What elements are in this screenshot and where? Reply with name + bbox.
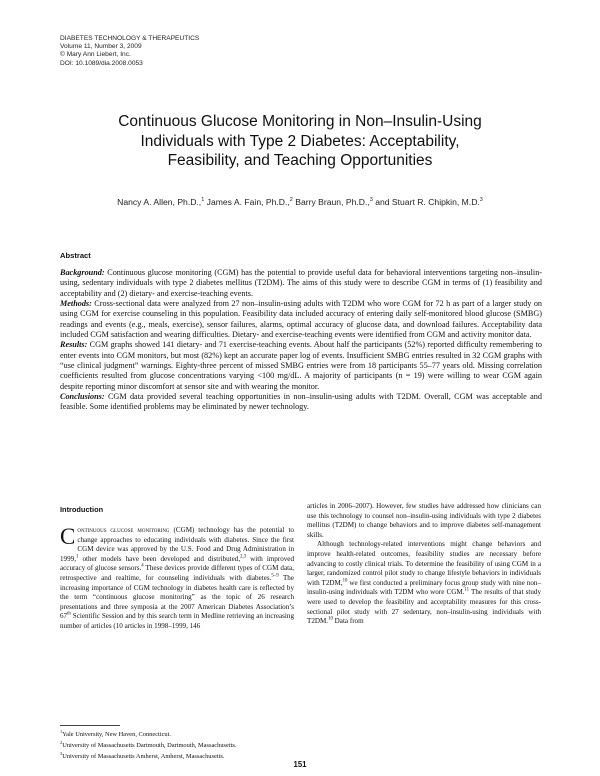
author-affiliation: 3 [369,197,373,204]
author-name: Barry Braun, Ph.D., [295,197,370,207]
citation: 4 [141,564,144,570]
abstract-text: Cross-sectional data were analyzed from 27 non–insulin-using adults with T2DM who wore CGM for 72 h as part of a larger study on using CGM for exercise counseling in this population. Feasibility data included accuracy of entering daily self-monitored blood glucose (SMBG) readings and events (e.g., meals, exercise), sensor failures, alarms, optimal accuracy of glucose data, and download failures. Acceptability data included CGM satisfaction and wearing difficulties. Dietary- and exercise-teaching events were identified from CGM and activity monitor data. [60,299,543,340]
abstract-label: Conclusions: [60,392,105,402]
citation: 11 [464,587,470,593]
title-line: Individuals with Type 2 Diabetes: Acceptability, [140,132,460,150]
introduction-heading: Introduction [60,505,104,514]
abstract-results [60,340,542,392]
intro-paragraph: articles in 2006–2007). However, few studies have addressed how clinicians can use this technology to counsel non–insulin-using individuals with type 2 diabetes mellitus (T2DM) to change behaviors and to improve diabetes self-management skills. [307,502,541,539]
author-name: and Stuart R. Chipkin, M.D. [375,197,480,207]
citation: 10 [342,578,348,584]
abstract-text: Continuous glucose monitoring (CGM) has the potential to provide useful data for behavioral interventions targeting non–insulin-using, sedentary individuals with type 2 diabetes mellitus (T2DM). The aims of this study were to describe CGM in terms of (1) feasibility and acceptability and (2) dietary- and exercise-teaching events. [60,268,543,298]
citation: 5–9 [271,573,279,579]
intro-paragraph [60,526,294,632]
body-text: Data from [334,617,364,626]
body-text: Although technology-related interventions might change behaviors and improve health-related outcomes, feasibility studies are necessary before advancing to costly clinical trials. To determine the feasibility of using CGM in a larger, randomized control pilot study to change lifestyle behaviors in individuals with T2DM, [307,540,541,587]
ordinal-suffix: th [67,611,71,617]
right-column [307,502,541,627]
journal-name: DIABETES TECHNOLOGY & THERAPEUTICS [60,35,200,42]
body-text: other models have been developed and distributed, [82,554,241,563]
body-text: Scientific Session and by this search term in Medline retrieving an increasing number of articles (10 articles in 1998–1999, 146 [60,612,294,630]
body-text: The increasing importance of CGM technology in diabetes health care is reflected by the term “continuous glucose monitoring” as the topic of 26 research presentations and three symposia at the 2007 American Diabetes Association’s 67 [60,573,294,621]
article-title [60,112,540,171]
footnote [60,739,237,750]
page-number: 151 [293,760,307,769]
author-affiliation: 3 [479,197,483,204]
journal-doi: DOI: 10.1089/dia.2008.0053 [60,59,143,67]
drop-cap: C [60,524,76,549]
citation: 1 [75,554,79,560]
body-text: we first conducted a preliminary focus group study with nine non–insulin-using individuals with T2DM who wore CGM. [307,578,542,597]
author-affiliation: 1 [201,197,205,204]
intro-paragraph [307,540,541,626]
citation: 2,3 [240,554,247,560]
body-text: The results of that study were used to develop the feasibility and acceptability measures for this cross-sectional pilot study with 27 sedentary, non–insulin-using individuals with T2DM. [307,588,541,626]
abstract-heading: Abstract [60,251,91,260]
footnote-text: University of Massachusetts Dartmouth, Dartmouth, Massachusetts. [62,742,237,750]
affiliation-footnotes [60,728,237,761]
author-name: Nancy A. Allen, Ph.D., [117,197,202,207]
journal-volume: Volume 11, Number 3, 2009 [60,43,142,51]
left-column [60,526,294,632]
abstract-conclusions [60,392,542,413]
author-affiliation: 2 [289,197,293,204]
footnote [60,728,237,739]
lead-in-smallcaps: ontinuous glucose monitoring [77,526,170,534]
footnote-text: University of Massachusetts Amherst, Amherst, Massachusetts. [62,753,225,761]
footnote-number: 1 [60,729,63,734]
abstract-text: CGM graphs showed 141 dietary- and 71 exercise-teaching events. About half the participants (52%) reported difficulty remembering to enter events into CGM monitors, but most (82%) kept an accurate paper log of events. Insufficient SMBG entries resulted in 32 CGM graphs with “use clinical judgment” warnings. Eighty-three percent of missed SMBG entries were from 18 participants 55–77 years old. Missing correlation coefficients resulted from glucose concentrations varying <100 mg/dL. A majority of participants (n = 19) were willing to wear CGM again despite reporting minor discomfort at sensor site and with wearing the monitor. [60,340,542,391]
footnote-number: 3 [60,751,63,757]
body-text: (CGM) technology has the potential to change approaches to educating individuals with diabetes. Since the first CGM device was approved by the U.S. Food and Drug Administration in 1999, [60,526,294,563]
abstract-body [60,268,542,413]
citation: 10 [328,616,333,622]
title-line: Continuous Glucose Monitoring in Non–Insulin-Using [118,113,482,130]
author-name: James A. Fain, Ph.D., [206,197,290,207]
footnote-text: Yale University, New Haven, Connecticut. [62,731,171,739]
abstract-label: Results: [60,340,88,350]
abstract-label: Methods: [60,299,92,309]
title-line: Feasibility, and Teaching Opportunities [167,152,433,169]
body-text: These devices provide different types of CGM data, retrospective and realtime, for counseling individuals with diabetes. [60,564,294,582]
author-list [60,197,540,207]
journal-copyright: © Mary Ann Liebert, Inc. [60,51,131,59]
body-text: with improved accuracy of glucose sensors. [60,554,295,573]
footnote-number: 2 [60,740,63,746]
abstract-background [60,268,542,299]
abstract-text: CGM data provided several teaching opportunities in non–insulin-using adults with T2DM. Overall, CGM was acceptable and feasible. Some identified problems may be eliminated by newer technology. [60,392,542,412]
abstract-methods [60,299,542,340]
footnote-divider [60,725,120,726]
abstract-label: Background: [60,268,105,277]
journal-header [60,35,199,68]
